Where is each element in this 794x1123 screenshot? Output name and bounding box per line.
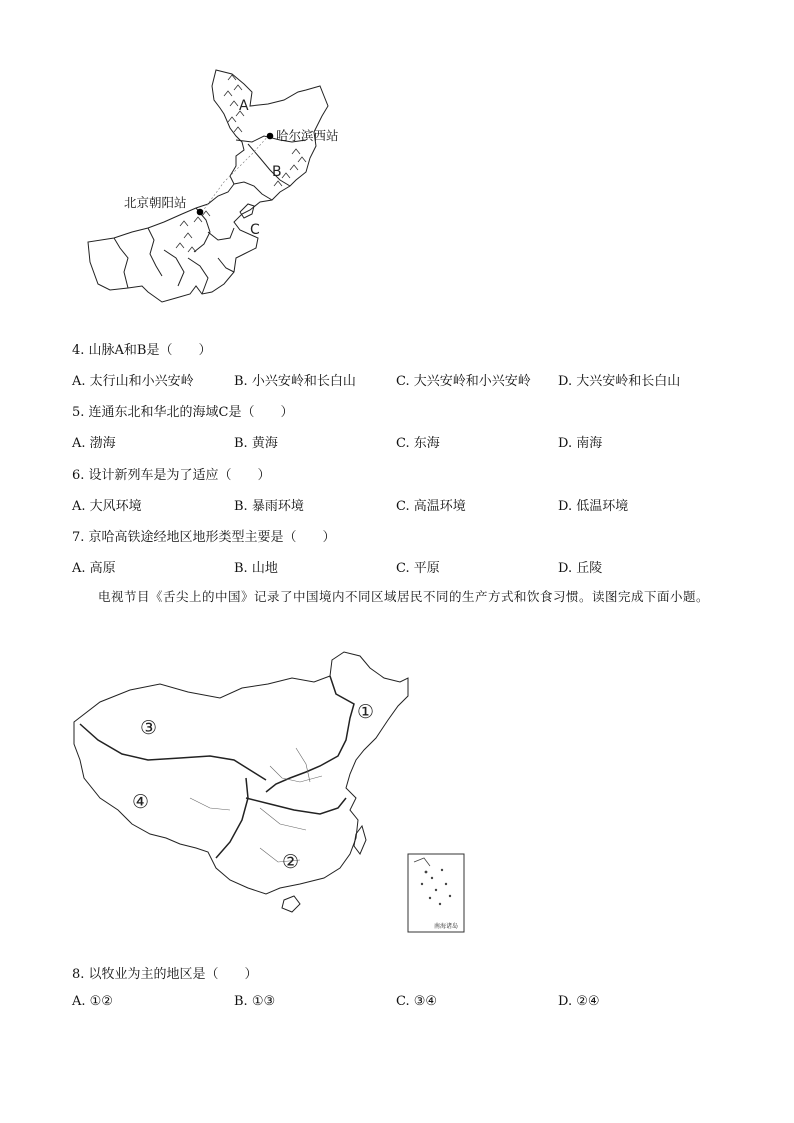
label-a: A [239,98,249,114]
label-c: C [250,222,260,238]
china-outline [74,652,408,894]
rail-corridor-map [84,62,374,310]
region-1-label: ① [357,701,375,723]
beijing-station-label: 北京朝阳站 [124,195,187,210]
question-8-stem: 8. 以牧业为主的地区是（ ） [72,967,258,982]
question-6-option-c[interactable]: C. 高温环境 [396,499,466,514]
question-5-option-c[interactable]: C. 东海 [396,436,440,451]
question-7-option-d[interactable]: D. 丘陵 [558,561,603,576]
region-3-4-boundary [80,724,266,780]
label-b: B [272,164,282,180]
question-7-option-c[interactable]: C. 平原 [396,561,440,576]
intro-paragraph: 电视节目《舌尖上的中国》记录了中国境内不同区域居民不同的生产方式和饮食习惯。读图完成下面小题。 [98,589,710,604]
region-4-label: ④ [132,791,150,813]
region-2-north-boundary [246,798,346,814]
south-china-sea-inset [408,854,464,932]
harbin-station-dot [267,133,274,140]
question-8-option-a[interactable]: A. ①② [72,994,113,1009]
question-4-option-a[interactable]: A. 太行山和小兴安岭 [72,374,194,389]
corridor-outline [88,70,328,302]
question-7-option-b[interactable]: B. 山地 [234,561,278,576]
question-7-option-a[interactable]: A. 高原 [72,561,116,576]
question-4-option-d[interactable]: D. 大兴安岭和长白山 [558,374,681,389]
question-4-option-b[interactable]: B. 小兴安岭和长白山 [234,374,356,389]
beijing-station-dot [197,209,204,216]
question-8-option-b[interactable]: B. ①③ [234,994,276,1009]
question-5-stem: 5. 连通东北和华北的海域C是（ ） [72,405,294,420]
harbin-station-label: 哈尔滨西站 [276,128,339,143]
region-3-label: ③ [140,717,158,739]
question-4-stem: 4. 山脉A和B是（ ） [72,343,212,358]
question-6-stem: 6. 设计新列车是为了适应（ ） [72,468,271,483]
taiwan-island [354,826,366,854]
question-5-option-d[interactable]: D. 南海 [558,436,603,451]
region-2-4-boundary [216,778,248,858]
region-2-label: ② [282,851,300,873]
hainan-island [282,896,300,912]
question-6-option-d[interactable]: D. 低温环境 [558,499,629,514]
question-6-option-b[interactable]: B. 暴雨环境 [234,499,304,514]
question-5-option-a[interactable]: A. 渤海 [72,436,116,451]
question-4-option-c[interactable]: C. 大兴安岭和小兴安岭 [396,374,531,389]
question-5-option-b[interactable]: B. 黄海 [234,436,278,451]
question-7-stem: 7. 京哈高铁途经地区地形类型主要是（ ） [72,530,336,545]
region-1-boundary [266,676,354,792]
china-regions-map [70,648,480,933]
question-8-option-d[interactable]: D. ②④ [558,994,600,1009]
question-8-option-c[interactable]: C. ③④ [396,994,438,1009]
inset-label: 南海诸岛 [434,923,459,930]
question-6-option-a[interactable]: A. 大风环境 [72,499,142,514]
